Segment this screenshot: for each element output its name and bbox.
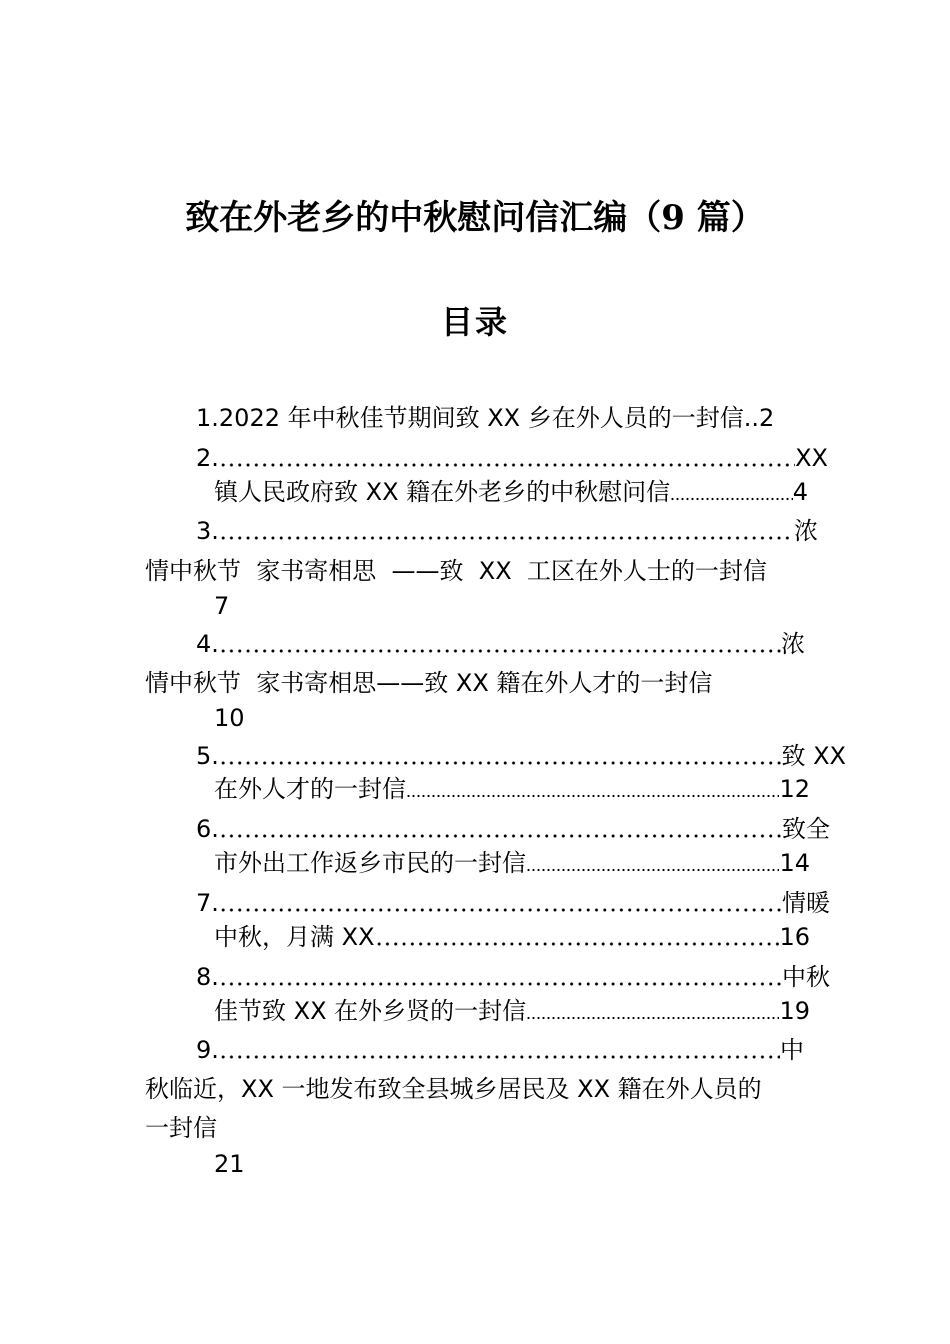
toc-heading: 目录 <box>440 303 509 341</box>
toc-entry-number: 8. <box>196 963 219 991</box>
toc-leader-dots <box>219 908 782 912</box>
toc-entry-9-line-2: 秋临近，XX 一地发布致全县城乡居民及 XX 籍在外人员的 <box>145 1075 762 1103</box>
toc-entry-number: 9. <box>196 1036 219 1064</box>
toc-entry-title-start: 浓 <box>781 630 805 658</box>
toc-entry-3-line-1 <box>196 514 818 548</box>
toc-entry-title-rest: 镇人民政府致 XX 籍在外老乡的中秋慰问信 <box>214 478 671 506</box>
toc-entry-number: 2. <box>196 444 219 472</box>
toc-leader-dots <box>219 761 782 765</box>
toc-page-number: 14 <box>779 849 810 877</box>
toc-entry-7-line-2 <box>214 920 810 954</box>
toc-entry-6-line-2 <box>214 846 810 880</box>
toc-entry-2-line-1 <box>196 441 828 475</box>
document-title: 致在外老乡的中秋慰问信汇编（9 篇） <box>185 198 765 238</box>
toc-leader-dots <box>219 834 782 838</box>
toc-entry-title-rest: 市外出工作返乡市民的一封信 <box>214 849 526 877</box>
toc-entry-9-line-1 <box>196 1033 804 1067</box>
toc-entry-4-line-2: 情中秋节 家书寄相思——致 XX 籍在外人才的一封信 <box>145 669 713 697</box>
toc-entry-number: 5. <box>196 742 219 770</box>
toc-entry-title-start: 浓 <box>794 517 818 545</box>
toc-leader-dots <box>219 536 794 540</box>
toc-entry-title-rest: 在外人才的一封信 <box>214 775 406 803</box>
toc-page-number: 19 <box>779 997 810 1025</box>
toc-entry-number: 4. <box>196 630 219 658</box>
toc-entry-title-start: 情暖 <box>782 889 830 917</box>
toc-entry-8-line-2 <box>214 994 810 1028</box>
toc-entry-title-rest: 中秋，月满 XX <box>214 923 375 951</box>
toc-entry-2-line-2 <box>214 475 808 509</box>
toc-entry-number: 3. <box>196 517 219 545</box>
toc-entry-title-start: 致 XX <box>781 742 846 770</box>
toc-entry-title-start: 中 <box>780 1036 804 1064</box>
toc-entry-title-start: 中秋 <box>782 963 830 991</box>
toc-entry-title: 2022 年中秋佳节期间致 XX 乡在外人员的一封信 <box>218 404 744 432</box>
toc-entry-7-line-1 <box>196 886 830 920</box>
toc-entry-5-line-2 <box>214 772 810 806</box>
toc-leader-dots <box>219 463 795 467</box>
toc-entry-4-line-1 <box>196 627 805 661</box>
toc-leader-dots <box>670 497 793 501</box>
toc-page-number: 21 <box>214 1150 245 1178</box>
toc-entry-1 <box>196 401 774 435</box>
toc-entry-number: 6. <box>196 815 219 843</box>
toc-entry-number: 1. <box>196 404 219 432</box>
toc-page-number: 12 <box>779 775 810 803</box>
toc-leader-dots <box>406 794 779 798</box>
toc-leader-dots <box>526 1016 779 1020</box>
toc-leader-dots <box>219 1055 780 1059</box>
toc-entry-number: 7. <box>196 889 219 917</box>
toc-leader-dots <box>375 942 780 946</box>
toc-entry-3-line-2: 情中秋节 家书寄相思 ——致 XX 工区在外人士的一封信 <box>145 557 767 585</box>
toc-entry-8-line-1 <box>196 960 830 994</box>
toc-entry-title-start: XX <box>795 444 828 472</box>
toc-entry-9-line-3: 一封信 <box>145 1114 217 1142</box>
toc-leader-dots: .. <box>743 404 760 432</box>
toc-page-number: 7 <box>214 592 230 620</box>
toc-page-number: 10 <box>214 704 245 732</box>
toc-entry-5-line-1 <box>196 739 846 773</box>
toc-leader-dots <box>219 982 782 986</box>
toc-entry-title-start: 致全 <box>782 815 830 843</box>
toc-leader-dots <box>219 649 781 653</box>
toc-page-number: 4 <box>792 478 808 506</box>
toc-entry-title-rest: 佳节致 XX 在外乡贤的一封信 <box>214 997 527 1025</box>
toc-leader-dots <box>526 868 779 872</box>
toc-page-number: 16 <box>779 923 810 951</box>
toc-entry-6-line-1 <box>196 812 830 846</box>
toc-page-number: 2 <box>759 404 775 432</box>
